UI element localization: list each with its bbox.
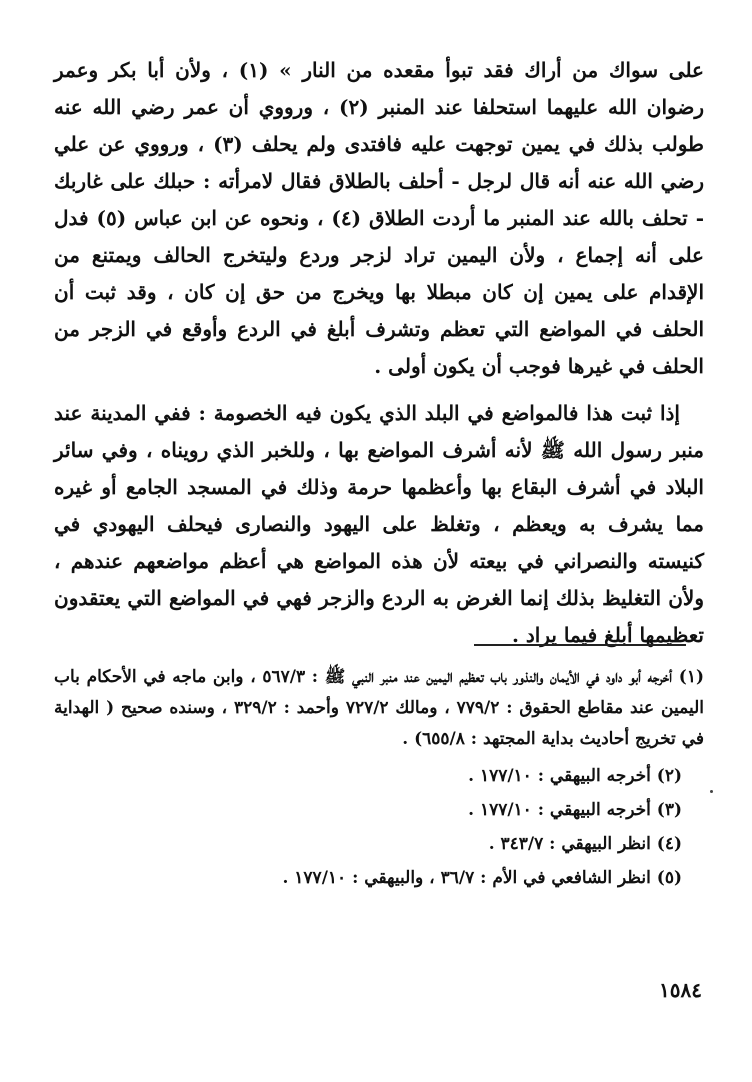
footnote-5: (٥) انظر الشافعي في الأم : ٣٦/٧ ، والبيهقي : ١٧٧/١٠ .: [282, 868, 682, 888]
footnote-4: (٤) انظر البيهقي : ٣٤٣/٧ .: [488, 834, 682, 854]
paragraph-2: إذا ثبت هذا فالمواضع في البلد الذي يكون فيه الخصومة : ففي المدينة عند منبر رسول الله ﷺ لأنه أشرف المواضع بها ، وللخبر الذي رويناه ، وفي سائر البلاد في أشرف البقاع بها وأعظمها حرمة وذلك في المسجد الجامع أو غيره مما يشرف به ويعظم ، وتغلظ على اليهود والنصارى فيحلف اليهودي في كنيسته والنصراني في بيعته لأن هذه المواضع هي أعظم مواضعهم عندهم ، ولأن التغليظ بذلك إنما الغرض به الردع والزجر فهي في المواضع التي يعتقدون تعظيمها أبلغ فيما يراد .: [54, 401, 704, 647]
main-text: [54, 52, 704, 654]
page-number: ١٥٨٤: [659, 978, 702, 1002]
footnote-divider: [474, 644, 686, 646]
footnote-2: (٢) أخرجه البيهقي : ١٧٧/١٠ .: [468, 766, 682, 786]
scan-speck: [710, 790, 713, 793]
footnote-3: (٣) أخرجه البيهقي : ١٧٧/١٠ .: [468, 800, 682, 820]
footnote-1: (١) أخرجه أبو داود في الأيمان والنذور باب تعظيم اليمين عند منبر النبي ﷺ : ٥٦٧/٣ ، وابن ماجه في الأحكام باب اليمين عند مقاطع الحقوق : ٧٧٩/٢ ، ومالك ٧٢٧/٢ وأحمد : ٣٢٩/٢ ، وسنده صحيح ( الهداية في تخريج أحاديث بداية المجتهد : ٦٥٥/٨) .: [54, 667, 704, 749]
paragraph-1: على سواك من أراك فقد تبوأ مقعده من النار » (١) ، ولأن أبا بكر وعمر رضوان الله عليهما استحلفا عند المنبر (٢) ، ورووي أن عمر رضي الله عنه طولب بذلك في يمين توجهت عليه فافتدى ولم يحلف (٣) ، ورووي عن علي رضي الله عنه أنه قال لرجل - أحلف بالطلاق فقال لامرأته : حبلك على غاربك - تحلف بالله عند المنبر ما أردت الطلاق (٤) ، ونحوه عن ابن عباس (٥) فدل على أنه إجماع ، ولأن اليمين تراد لزجر وردع وليتخرج الحالف ويمتنع من الإقدام على يمين إن كان مبطلا بها ويخرج من حق إن كان ، وقد ثبت أن الحلف في المواضع التي تعظم وتشرف أبلغ في الردع وأوقع في الزجر من الحلف في غيرها فوجب أن يكون أولى .: [54, 58, 704, 378]
footnotes: [54, 662, 704, 894]
